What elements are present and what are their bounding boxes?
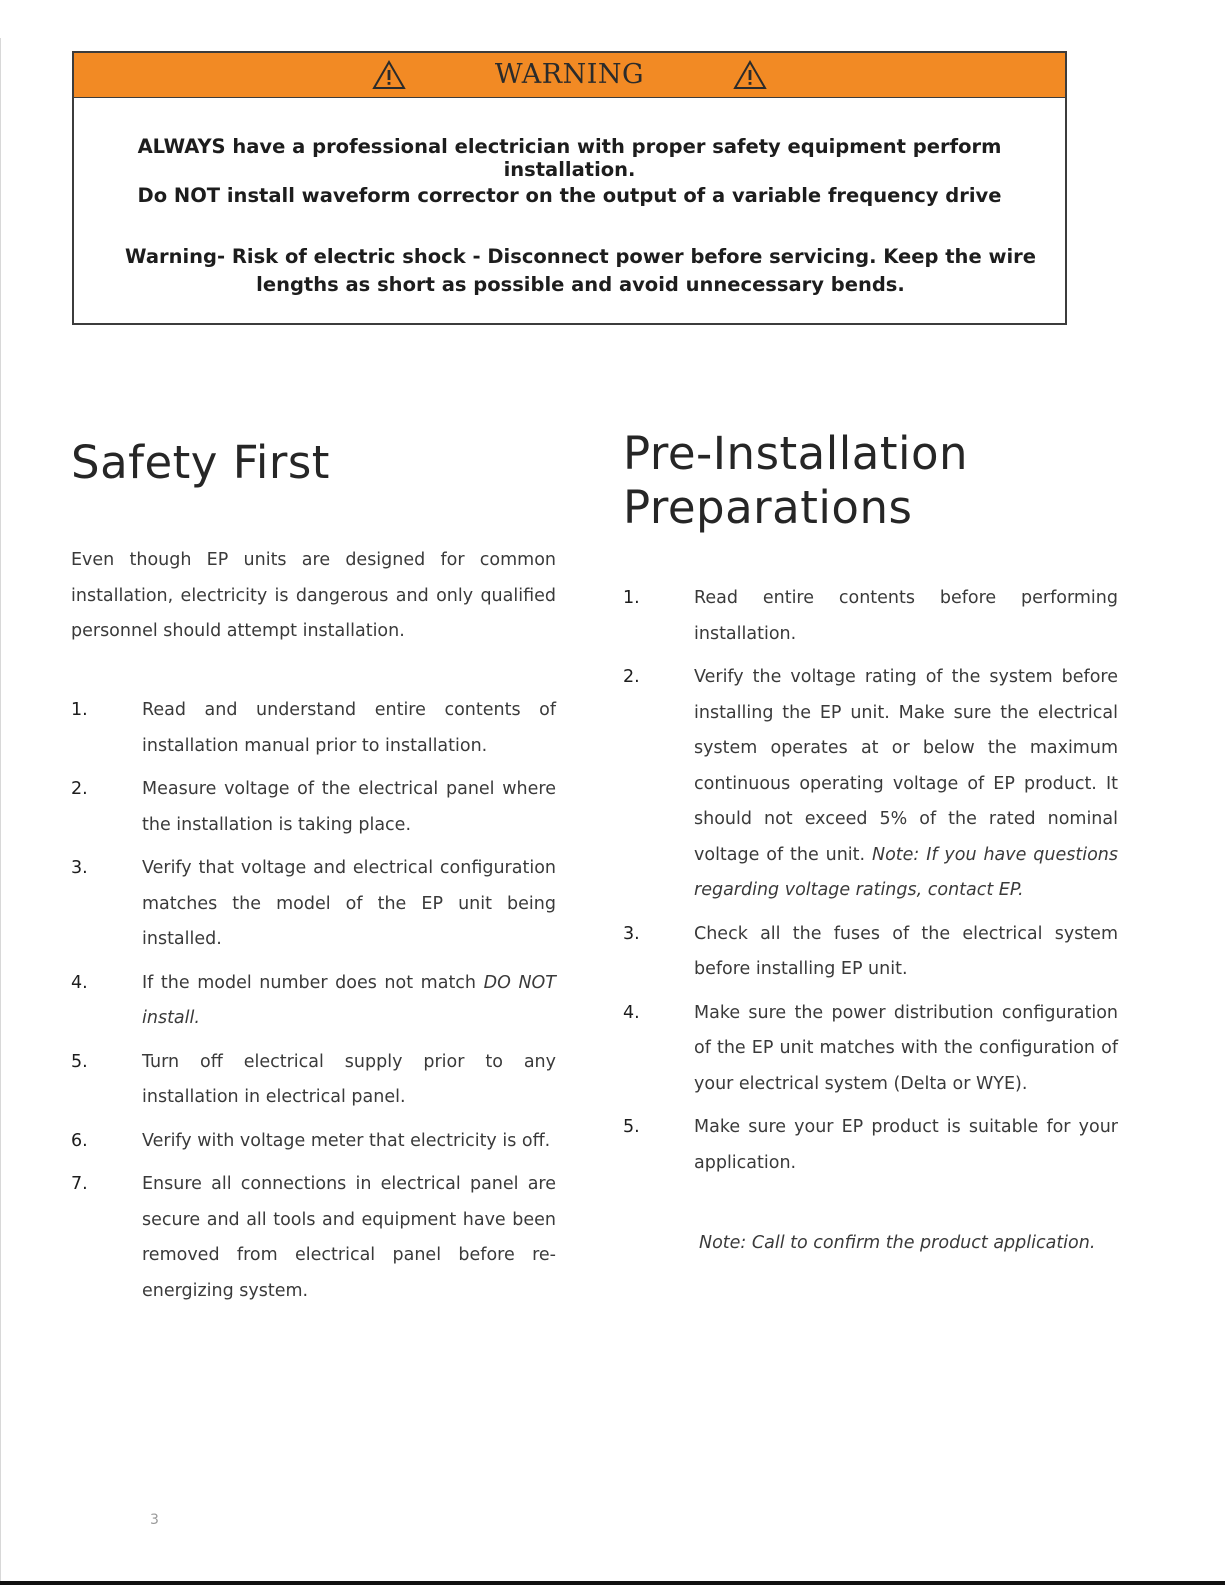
list-item	[71, 1045, 556, 1116]
list-text: Verify that voltage and electrical configuration matches the model of the EP unit being installed.	[142, 858, 556, 949]
list-text	[694, 660, 1118, 909]
pre-installation-heading: Pre-Installation Preparations	[623, 427, 969, 534]
list-text: Read entire contents before performing installation.	[694, 588, 1118, 644]
list-item	[71, 772, 556, 843]
list-text-plain: If the model number does not match	[142, 972, 484, 993]
page-number: 3	[150, 1512, 159, 1528]
list-number: 1.	[623, 588, 640, 608]
list-item	[71, 851, 556, 958]
application-note: Note: Call to confirm the product application.	[699, 1233, 1096, 1253]
list-number: 5.	[71, 1051, 88, 1072]
list-item	[71, 693, 556, 764]
safety-heading: Safety First	[71, 436, 330, 489]
list-text: Make sure the power distribution configuration of the EP unit matches with the configuration of your electrical system (Delta or WYE).	[694, 1002, 1118, 1094]
list-number: 3.	[623, 923, 640, 944]
list-item	[623, 581, 1118, 652]
list-item	[71, 1124, 556, 1160]
list-text-plain: Verify the voltage rating of the system before installing the EP unit. Make sure the electrical system operates at or below the maximum continuous operating voltage of EP product. It should not exceed 5% of the rated nominal voltage of the unit.	[694, 667, 1118, 865]
page-edge-left	[0, 38, 1, 1585]
list-number: 2.	[623, 667, 640, 687]
list-number: 3.	[71, 858, 88, 878]
list-number: 5.	[623, 1117, 640, 1137]
list-item	[623, 996, 1118, 1103]
list-item	[71, 966, 556, 1037]
voltage-note: Note: If you have questions regarding voltage ratings, contact EP.	[694, 844, 1118, 900]
list-number: 6.	[71, 1130, 88, 1151]
warning-header	[74, 53, 1065, 98]
list-text: Read and understand entire contents of installation manual prior to installation.	[142, 700, 556, 756]
warning-line-professional: ALWAYS have a professional electrician with proper safety equipment perform installation.	[137, 135, 1002, 181]
list-item	[623, 1110, 1118, 1181]
list-number: 4.	[71, 972, 88, 993]
list-number: 2.	[71, 779, 88, 799]
list-number: 7.	[71, 1174, 88, 1194]
do-not-install-emphasis: DO NOT install.	[142, 972, 556, 1028]
list-text	[142, 966, 556, 1037]
list-text: Verify with voltage meter that electricity is off.	[142, 1130, 551, 1151]
list-text: Measure voltage of the electrical panel where the installation is taking place.	[142, 779, 556, 835]
warning-line-shock: Warning- Risk of electric shock - Disconnect power before servicing. Keep the wire lengths as short as possible and avoid unnecessary bends.	[125, 245, 1036, 296]
list-text: Turn off electrical supply prior to any installation in electrical panel.	[142, 1051, 556, 1107]
list-text: Check all the fuses of the electrical system before installing EP unit.	[694, 923, 1118, 979]
list-item	[71, 1167, 556, 1309]
warning-line-vfd: Do NOT install waveform corrector on the output of a variable frequency drive	[137, 184, 1002, 207]
list-item	[623, 660, 1118, 909]
pre-installation-list	[623, 581, 1118, 1181]
list-number: 1.	[71, 700, 88, 720]
page-edge-bottom	[0, 1581, 1225, 1585]
list-number: 4.	[623, 1002, 640, 1023]
warning-title: WARNING	[494, 59, 645, 90]
list-item	[623, 917, 1118, 988]
warning-triangle-icon	[733, 60, 767, 90]
list-text: Make sure your EP product is suitable for your application.	[694, 1117, 1118, 1173]
safety-intro: Even though EP units are designed for common installation, electricity is dangerous and only qualified personnel should attempt installation.	[71, 550, 556, 641]
list-text: Ensure all connections in electrical panel are secure and all tools and equipment have been removed from electrical panel before re-energizing system.	[142, 1174, 556, 1301]
warning-box	[72, 51, 1067, 325]
safety-list	[71, 693, 556, 1309]
